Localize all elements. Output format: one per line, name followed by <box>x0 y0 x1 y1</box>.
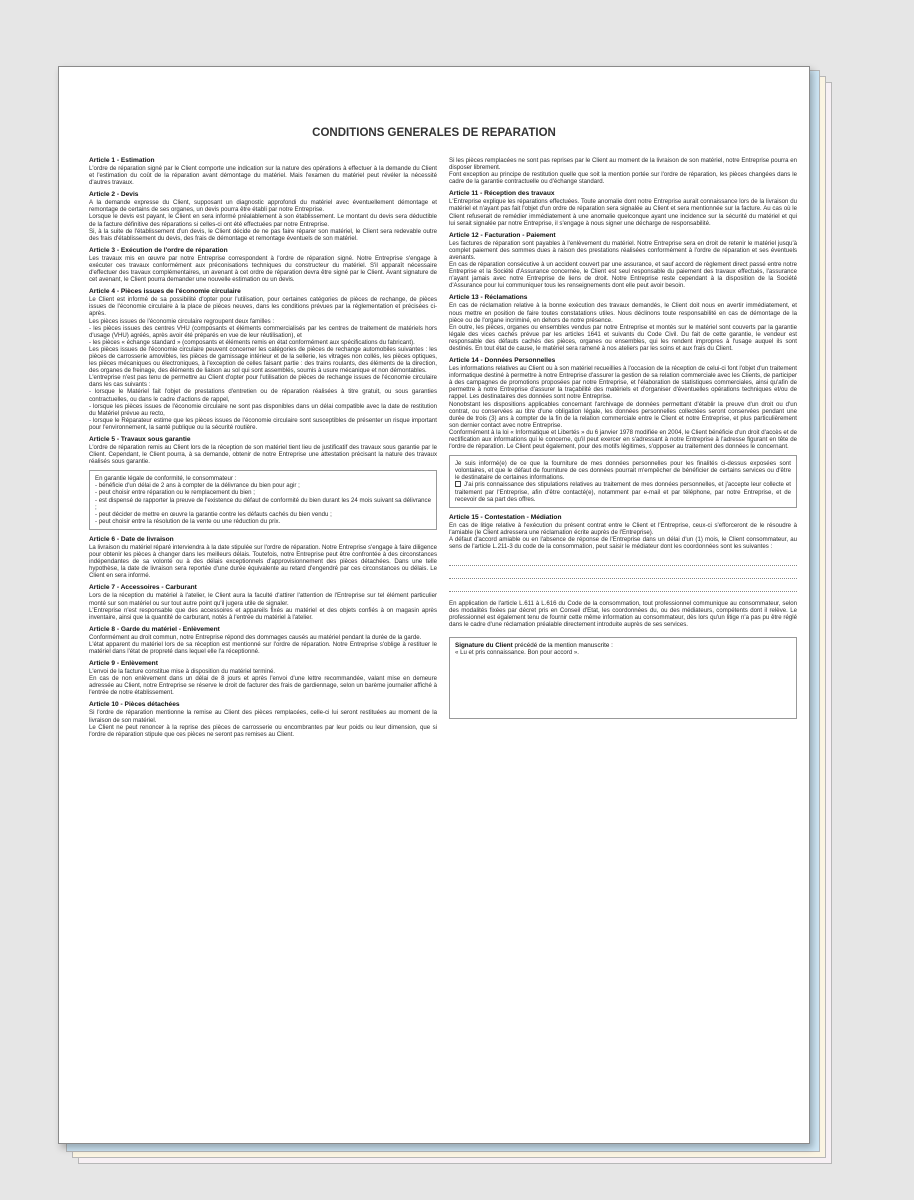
article-heading: Article 13 - Réclamations <box>449 294 528 302</box>
article-paragraph: En cas de réparation consécutive à un accident couvert par une assurance, et sauf accord de règlement direct passé entre notre Entreprise et la Société d'Assurance concernée, le Client est seul responsable du paiement des travaux effectués, l'assurance n'ayant jamais avec notre Entreprise de liens de droit. Notre Entreprise reste cependant à la disposition de la Société d'Assurance pour lui communiquer tous les renseignements dont elle peut avoir besoin. <box>449 261 797 290</box>
article-heading: Article 14 - Données Personnelles <box>449 357 556 365</box>
warranty-line: - peut choisir entre la résolution de la vente ou une réduction du prix. <box>95 517 281 525</box>
article-heading: Article 15 - Contestation - Médiation <box>449 513 562 521</box>
left-articles-a <box>89 157 437 465</box>
left-article <box>89 191 437 242</box>
right-article <box>449 514 797 550</box>
left-article <box>89 288 437 431</box>
article-heading: Article 9 - Enlèvement <box>89 660 158 668</box>
article-paragraph: A la demande expresse du Client, supposant un diagnostic approfondi du matériel avec éventuellement démontage et remontage de certains de ses organes, un devis pourra être établi par notre Entreprise. <box>89 199 437 214</box>
article-heading: Article 2 - Devis <box>89 191 139 199</box>
article-paragraph: Les informations relatives au Client ou à son matériel recueillies à l'occasion de la réception de celui-ci font l'objet d'un traitement informatique destiné à permettre à notre Entreprise d'assurer la gestion de sa relation commerciale avec les Clients, de participer à des campagnes de promotions proposées par notre Entreprise, et l'élaboration de statistiques commerciales, ainsi qu'afin de permettre à notre Entreprise d'assurer la traçabilité des matériels et d'organiser d'éventuelles opérations techniques et/ou de rappel. Les destinataires des données sont notre Entreprise. <box>449 365 798 401</box>
consent-check-line <box>455 481 791 502</box>
article-heading: Article 5 - Travaux sous garantie <box>89 436 191 443</box>
signature-box[interactable] <box>449 637 797 719</box>
article-paragraph: Conformément à la loi « Informatique et Libertés » du 6 janvier 1978 modifiée en 2004, le Client bénéficie d'un droit d'accès et de rectification aux informations qui le concerne, qu'il peut exercer en s'adressant à notre Entreprise à l'adresse figurant en tête de l'ordre de réparation. Le Client peut également, pour des motifs légitimes, s'opposer au traitement des données le concernant. <box>449 428 797 451</box>
warranty-line: - est dispensé de rapporter la preuve de l'existence du défaut de conformité du bien durant les 24 mois suivant sa délivrance ; <box>95 496 431 511</box>
left-article <box>89 436 437 465</box>
left-article <box>89 626 437 655</box>
article-paragraph: - lorsque le Matériel fait l'objet de prestations d'entretien ou de réparation réalisées à titre gratuit, ou sous garanties contractuelles, ou dans le cadre d'actions de rappel, <box>89 388 437 403</box>
article-paragraph: En cas de réclamation relative à la bonne exécution des travaux demandés, le Client doit nous en avertir immédiatement, et nous mettre en position de faire toutes constatations utiles. Nous déclinons toute responsabilité en cas de démontage de la pièce ou de l'organe incriminé, en dehors de notre présence. <box>449 302 797 324</box>
article-paragraph: L'état apparent du matériel lors de sa réception est mentionné sur l'ordre de réparation. Notre Entreprise s'oblige à restituer le matériel dans l'état de propreté dans lequel elle l'a réceptionné. <box>89 640 437 655</box>
left-article <box>89 247 437 283</box>
article-paragraph: Lorsque le devis est payant, le Client en sera informé préalablement à son établissement. Le montant du devis sera déductible de la facture définitive des réparations si celles-ci ont été effectuées par notre Entreprise. <box>89 213 437 228</box>
application-paragraph <box>449 600 797 628</box>
article-heading: Article 12 - Facturation - Paiement <box>449 231 556 239</box>
left-article <box>89 660 437 696</box>
article-heading: Article 3 - Exécution de l'ordre de réparation <box>89 246 228 254</box>
signature-mention: « Lu et pris connaissance. Bon pour accord ». <box>455 648 579 656</box>
article-10-continued <box>449 157 797 185</box>
mediator-line-2[interactable] <box>449 568 797 579</box>
article-paragraph: Le Client ne peut renoncer à la reprise des pièces de carrosserie ou encombrantes par leur poids ou leur dimension, que si l'ordre de réparation stipule que ces pièces ne seront pas remises au Client. <box>89 723 437 738</box>
right-article <box>449 190 797 226</box>
article-paragraph: Le Client est informé de sa possibilité d'opter pour l'utilisation, pour certaines catégories de pièces de rechange, de pièces issues de l'économie circulaire à la place de pièces neuves, dans les conditions prévues par la réglementation et précisées ci-après. <box>89 296 437 318</box>
right-article <box>449 357 797 450</box>
mediator-line-3[interactable] <box>449 581 797 592</box>
right-articles <box>449 190 797 450</box>
consent-text: Je suis informé(e) de ce que la fourniture de mes données personnelles pour les finalités ci-dessus exposées sont volontaires, et que le défaut de fourniture de ces données pourrait m'empêcher de bénéficier de certains services ou d'être le destinataire de certaines informations. <box>455 460 791 482</box>
signature-label: Signature du Client précédé de la mention manuscrite : <box>455 641 613 649</box>
document-title: CONDITIONS GENERALES DE REPARATION <box>312 127 556 139</box>
warranty-line: - bénéficie d'un délai de 2 ans à compter de la délivrance du bien pour agir ; <box>95 482 300 490</box>
article-heading: Article 1 - Estimation <box>89 157 155 164</box>
right-article <box>449 232 797 290</box>
warranty-line: - peut décider de mettre en œuvre la garantie contre les défauts cachés du bien vendu ; <box>95 510 332 518</box>
article-paragraph: Lors de la réception du matériel à l'atelier, le Client aura la faculté d'attirer l'attention de l'Entreprise sur tel élément particulier monté sur son matériel ou sur tout autre point qu'il jugera utile de signaler. <box>89 592 437 607</box>
article-paragraph: - les pièces issues des centres VHU (composants et éléments commercialisés par les centres de traitement de matériels hors d'usage (VHU) agréés, après avoir été préparés en vue de leur réutilisation), et <box>89 324 437 339</box>
article-paragraph: Nonobstant les dispositions applicables concernant l'archivage de données permettant d'établir la preuve d'un droit ou d'un contrat, ou conservées au titre d'une obligation légale, les données personnelles collectées seront conservées pendant une durée de trois (3) ans à compter de la fin de la relation commerciale entre le Client et notre Entreprise, et plus particulièrement son dernier contact avec notre Entreprise. <box>449 400 797 429</box>
consent-check-text: J'ai pris connaissance des stipulations relatives au traitement de mes données personnelles, et j'accepte leur collecte et traitement par l'Entreprise, afin d'être contacté(e), notamment par e-mail et par téléphone, par notre Entreprise, et de recevoir de sa part des offres. <box>455 481 791 503</box>
article-heading: Article 4 - Pièces issues de l'économie circulaire <box>89 288 241 296</box>
left-article <box>89 157 437 186</box>
article-paragraph: Si, à la suite de l'établissement d'un devis, le Client décide de ne pas faire réparer son matériel, le Client sera redevable outre des frais d'établissement du devis, des frais de démontage et remontage éventuels de son matériel. <box>89 227 437 242</box>
article-heading: Article 7 - Accessoires - Carburant <box>89 584 197 592</box>
mediator-line-1[interactable] <box>449 555 797 566</box>
warranty-line: En garantie légale de conformité, le consommateur : <box>95 475 237 483</box>
article-paragraph: - les pièces « échange standard » (composants et éléments remis en état conformément aux spécifications du fabricant). <box>89 338 415 346</box>
article-paragraph: A défaut d'accord amiable ou en l'absence de réponse de l'Entreprise dans un délai d'un (1) mois, le Client consommateur, au sens de l'article L.211-3 du code de la consommation, peut saisir le médiateur dont les coordonnées sont les suivantes : <box>449 535 797 551</box>
article-paragraph: Si l'ordre de réparation mentionne la remise au Client des pièces remplacées, celle-ci lui seront restituées au moment de la livraison de son matériel. <box>89 709 437 724</box>
consent-box <box>449 455 797 508</box>
article-paragraph: - lorsque le Réparateur estime que les pièces issues de l'économie circulaire sont susceptibles de présenter un risque important pour l'environnement, la santé publique ou la sécurité routière. <box>89 416 437 431</box>
article-paragraph: En cas de litige relative à l'exécution du présent contrat entre le Client et l'Entreprise, ceux-ci s'efforceront de le résoudre à l'amiable (le Client adressera une réclamation écrite auprès de l'Entreprise). <box>449 521 797 536</box>
left-article <box>89 536 437 579</box>
article-paragraph: L'envoi de la facture constitue mise à disposition du matériel terminé. <box>89 668 276 676</box>
warranty-line: - peut choisir entre réparation ou le remplacement du bien ; <box>95 489 255 497</box>
article-paragraph: L'entreprise n'est pas tenu de permettre au Client d'opter pour l'utilisation de pièces de rechange issues de l'économie circulaire dans les cas suivants : <box>89 374 437 389</box>
article-paragraph: Si les pièces remplacées ne sont pas reprises par le Client au moment de la livraison de son matériel, notre Entreprise pourra en disposer librement. <box>449 157 797 172</box>
left-column <box>89 157 437 743</box>
article-paragraph: L'ordre de réparation signé par le Client comporte une indication sur la nature des opérations à effectuer à la demande du Client et l'estimation du coût de la réparation avant démontage du matériel. Mais l'examen du matériel peut révéler la nécessité d'autres travaux. <box>89 165 437 187</box>
article-paragraph: Conformément au droit commun, notre Entreprise répond des dommages causés au matériel pendant la durée de la garde. <box>89 633 422 641</box>
right-article <box>449 294 797 352</box>
warranty-box <box>89 470 437 530</box>
left-articles-b <box>89 536 437 738</box>
article-paragraph: Les pièces issues de l'économie circulaire regroupent deux familles : <box>89 317 275 325</box>
right-intro-article <box>449 157 797 185</box>
right-column <box>449 157 797 719</box>
article-paragraph: L'Entreprise explique les réparations effectuées. Toute anomalie dont notre Entreprise aurait connaissance lors de la livraison du matériel et n'ayant pas fait l'objet d'un ordre de réparation sera signalée au Client et sera mentionnée sur la facture. Au cas où le Client refuserait de remédier immédiatement à une anomalie quelconque ayant une incidence sur la sécurité du matériel et qui lui serait signalée par notre Entreprise, il s'engage à nous signer une décharge de responsabilité. <box>449 198 797 227</box>
article-paragraph: En cas de non enlèvement dans un délai de 8 jours et après l'envoi d'une lettre recommandée, valant mise en demeure adressée au Client, notre Entreprise se réserve le droit de facturer des frais de gardiennage, selon un barème journalier affiché à l'entrée de notre établissement. <box>89 675 437 697</box>
article-paragraph: Les factures de réparation sont payables à l'enlèvement du matériel. Notre Entreprise sera en droit de retenir le matériel jusqu'à complet paiement des sommes dues à raison des prestations réalisées conformément à l'ordre de réparation et ses éventuels avenants. <box>449 239 797 261</box>
article-heading: Article 6 - Date de livraison <box>89 535 174 543</box>
article-paragraph: En outre, les pièces, organes ou ensembles vendus par notre Entreprise et montés sur le matériel sont couverts par la garantie légale des vices cachés prévue par les articles 1641 et suivants du Code Civil. Du fait de cette garantie, le vendeur est responsable des défauts cachés des pièces, organes ou ensembles, qui les rendent impropres à l'usage auquel ils sont destinés. En tout état de cause, le matériel sera ramené à nos ateliers par les soins et aux frais du Client. <box>449 323 797 352</box>
article-paragraph: - lorsque les pièces issues de l'économie circulaire ne sont pas disponibles dans un délai compatible avec la date de restitution du Matériel prévue au recto, <box>89 402 437 417</box>
article-15 <box>449 514 797 550</box>
article-heading: Article 10 - Pièces détachées <box>89 701 180 709</box>
article-paragraph: Font exception au principe de restitution quelle que soit la mention portée sur l'ordre de réparation, les pièces changées dans le cadre de la garantie contractuelle ou d'échange standard. <box>449 171 797 186</box>
application-text: En application de l'article L.611 à L.616 du Code de la consommation, tout professionnel communique au consommateur, selon des modalités fixées par décret pris en Conseil d'Etat, les coordonnées du, ou des médiateurs, compétents dont il relève. Le professionnel est également tenu de fournir cette même information au consommateur, dès lors qu'un litige n'a pas pu être réglé dans le cadre d'une réclamation préalable directement introduite auprès de ses services. <box>449 600 797 629</box>
article-paragraph: L'ordre de réparation remis au Client lors de la réception de son matériel tient lieu de justificatif des travaux sous garantie par le Client. Cependant, le Client pourra, à sa demande, obtenir de notre Entreprise une attestation précisant la nature des travaux réalisés sous garantie. <box>89 444 437 466</box>
article-heading: Article 11 - Réception des travaux <box>449 190 555 198</box>
left-article <box>89 701 437 737</box>
article-heading: Article 8 - Garde du matériel - Enlèvement <box>89 625 220 633</box>
article-paragraph: Les pièces issues de l'économie circulaire peuvent concerner les catégories de pièces de rechange automobiles suivantes : les pièces de carrosserie amovibles, les pièces de garnissage intérieur et de la sellerie, les vitrages non collés, les pièces optiques, les pièces mécaniques ou électroniques, à l'exception de celles faisant partie : des trains roulants, des éléments de la direction, des organes de freinage, des éléments de liaison au sol qui sont assemblés, soumis à usure mécanique et non démontables. <box>89 345 437 375</box>
article-paragraph: La livraison du matériel réparé interviendra à la date stipulée sur l'ordre de réparation. Notre Entreprise s'engage à faire diligence pour obtenir les pièces à changer dans les meilleurs délais. Toutefois, notre Entreprise peut être confrontée à des circonstances indépendantes de sa volonté ou à des délais exceptionnels d'approvisionnement des pièces détachées. Dans une telle hypothèse, la date de livraison sera reportée d'une durée équivalente au retard d'engendré par ces circonstances ou délais. Le Client en sera informé. <box>89 543 437 580</box>
article-paragraph: L'Entreprise n'est responsable que des accessoires et appareils fixés au matériel et des objets confiés à on magasin après inventaire, ainsi que la quantité de carburant, notés à l'entrée du matériel à l'atelier. <box>89 606 437 621</box>
document-sheet <box>58 66 810 1144</box>
article-paragraph: Les travaux mis en œuvre par notre Entreprise correspondent à l'ordre de réparation signé. Notre Entreprise s'engage à exécuter ces travaux conformément aux préconisations techniques du constructeur du matériel. S'il apparaît nécessaire d'effectuer des travaux complémentaires, un avenant à cet ordre de réparation devra être signé par le Client. Avant signature de cet avenant, le Client pourra demander une nouvelle estimation ou un devis. <box>89 254 437 284</box>
consent-checkbox[interactable] <box>455 481 461 487</box>
left-article <box>89 584 437 620</box>
